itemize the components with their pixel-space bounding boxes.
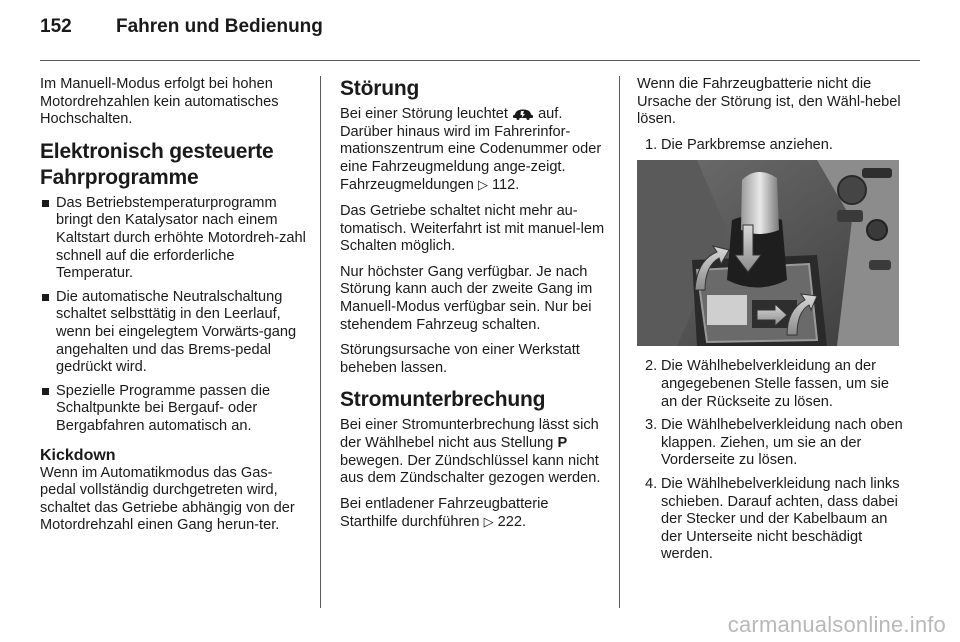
program-list — [40, 195, 306, 436]
page-number: 152 — [40, 16, 72, 37]
manual-mode-paragraph: Im Manuell-Modus erfolgt bei hohen Motordrehzahlen kein automatisches Hochschalten. — [40, 76, 279, 128]
column-1 — [40, 76, 306, 543]
section-title-fahrprogramme: Elektronisch gesteuerte Fahrprogramme — [40, 139, 274, 189]
list-item: Spezielle Programme passen die Schaltpunkte bei Bergauf- oder Bergabfahren automatisch an. — [40, 383, 306, 436]
strom-paragraph-1: Bei einer Stromunterbrechung lässt sich der Wählhebel nicht aus Stellung P bewegen. Der Zündschlüssel kann nicht aus dem Zündschalter gezogen werden. — [340, 417, 601, 487]
page-header — [40, 16, 323, 50]
header-divider — [40, 60, 920, 61]
watermark: carmanualsonline.info — [727, 612, 946, 637]
page-ref-arrow-icon: ▷ — [483, 514, 494, 530]
section-title-stoerung: Störung — [340, 77, 420, 100]
stoerung-paragraph-2: Das Getriebe schaltet nicht mehr au-tomatisch. Weiterfahrt ist mit manuel-lem Schalten möglich. — [340, 202, 605, 255]
list-item: Die automatische Neutralschaltung schaltet selbsttätig in den Leerlauf, wenn bei eingelegtem Vorwärts-gang angehalten und das Brems-pedal gedrückt wird. — [40, 289, 306, 377]
list-item: 1. Die Parkbremse anziehen. — [645, 136, 833, 153]
column-3 — [637, 76, 903, 570]
list-item: Das Betriebstemperaturprogramm bringt den Katalysator nach einem Kaltstart durch erhöhte Motordreh-zahl schnell auf die erforderliche Temperatur. — [40, 195, 306, 283]
page-title: Fahren und Bedienung — [116, 16, 323, 37]
bullet-square-icon — [42, 200, 49, 207]
gear-position-p: P — [557, 434, 568, 451]
stoerung-paragraph-4: Störungsursache von einer Werkstatt beheben lassen. — [340, 342, 580, 376]
list-item: 4. Die Wählhebelverkleidung nach links schieben. Darauf achten, dass dabei der Stecker und der Kabelbaum an der Unterseite nicht beschädigt werden. — [645, 475, 900, 563]
bullet-square-icon — [42, 388, 49, 395]
page-ref-arrow-icon: ▷ — [477, 177, 488, 193]
page-reference[interactable]: 112. — [492, 177, 520, 194]
car-warning-icon — [512, 108, 534, 120]
list-item: 2. Die Wählhebelverkleidung an der angegebenen Stelle fassen, um sie an der Rückseite zu lösen. — [645, 358, 889, 410]
stoerung-paragraph-1: Bei einer Störung leuchtet auf. Darüber hinaus wird im Fahrerinfor-mationszentrum eine Codenummer oder eine Fahrzeugmeldung ange-zeigt. Fahrzeugmeldungen ▷ 112. — [340, 106, 602, 194]
section-title-stromunterbrechung: Stromunterbrechung — [340, 388, 546, 412]
kickdown-heading: Kickdown — [40, 446, 116, 464]
list-item: 3. Die Wählhebelverkleidung nach oben klappen. Ziehen, um sie an der Vorderseite zu lösen. — [645, 417, 903, 469]
bullet-square-icon — [42, 294, 49, 301]
column-divider-2 — [619, 76, 620, 608]
release-intro-paragraph: Wenn die Fahrzeugbatterie nicht die Ursache der Störung ist, den Wähl-hebel lösen. — [637, 76, 901, 128]
column-2 — [340, 76, 606, 540]
gear-lever-photo — [637, 160, 899, 346]
stoerung-paragraph-3: Nur höchster Gang verfügbar. Je nach Störung kann auch der zweite Gang im Manuell-Modus verfügbar sein. Nur bei stehendem Fahrzeug schalten. — [340, 263, 593, 333]
kickdown-paragraph: Wenn im Automatikmodus das Gas-pedal vollständig durchgetreten wird, schaltet das Getriebe abhängig von der Motordrehzahl einen Gang herun-ter. — [40, 464, 295, 534]
page-reference[interactable]: 222. — [497, 514, 527, 531]
step-list-continued — [637, 358, 903, 564]
step-list — [637, 137, 903, 155]
column-divider-1 — [320, 76, 321, 608]
strom-paragraph-2: Bei entladener Fahrzeugbatterie Starthilfe durchführen ▷ 222. — [340, 495, 549, 531]
